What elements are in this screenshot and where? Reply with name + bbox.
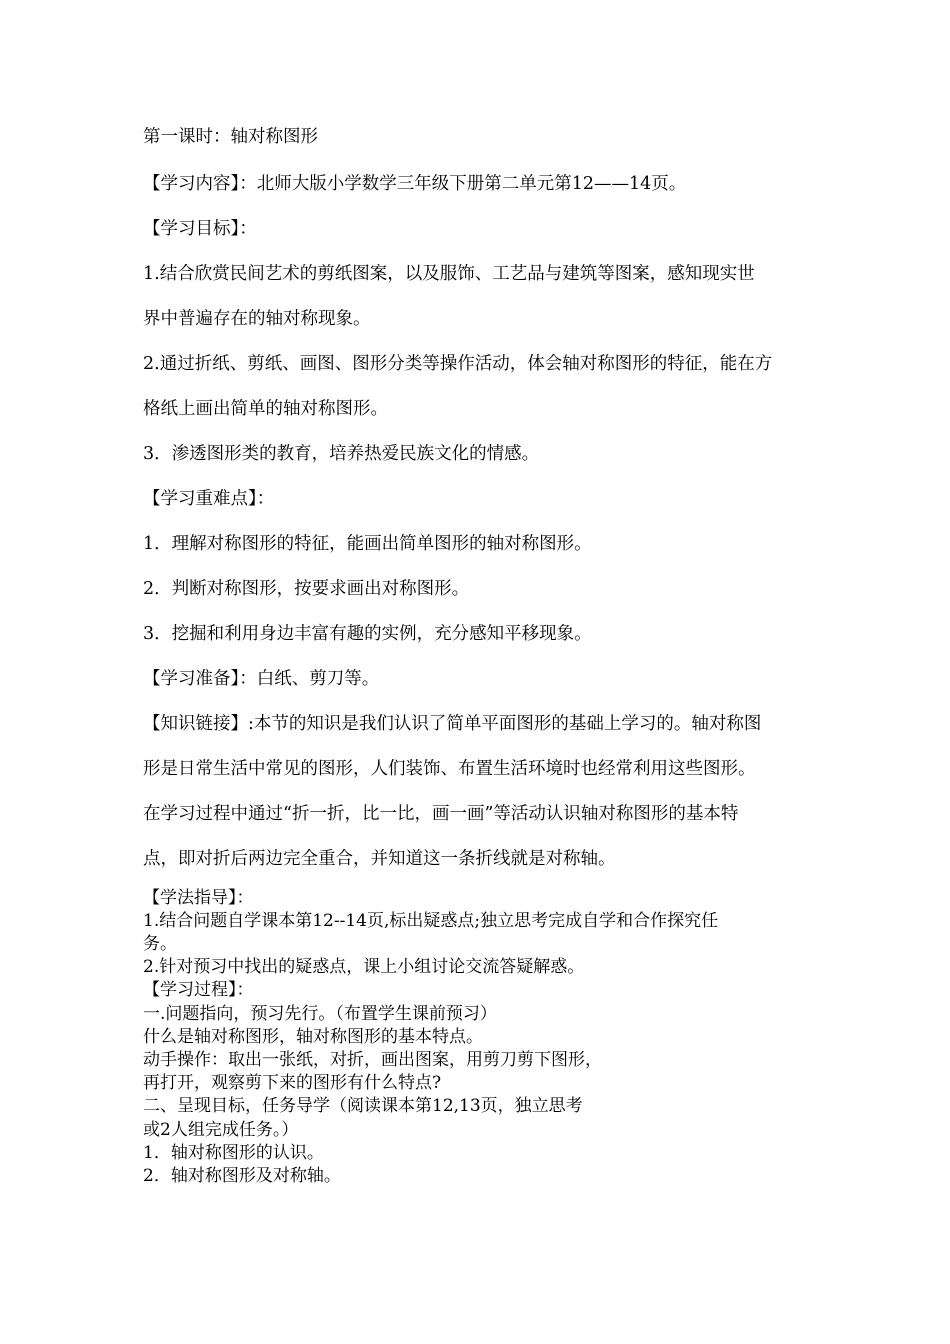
goal-2-line-2: 格纸上画出简单的轴对称图形。 — [143, 399, 388, 419]
hands-on-line-1: 动手操作：取出一张纸，对折，画出图案，用剪刀剪下图形， — [143, 1050, 602, 1070]
method-1-line-2: 务。 — [143, 934, 177, 954]
preparation: 【学习准备】：白纸、剪刀等。 — [143, 669, 380, 689]
knowledge-link-line-1: 【知识链接】:本节的知识是我们认识了简单平面图形的基础上学习的。轴对称图 — [143, 714, 762, 734]
lesson-title: 第一课时：轴对称图形 — [143, 127, 318, 147]
key-point-1: 1．理解对称图形的特征，能画出简单图形的轴对称图形。 — [143, 534, 592, 554]
key-point-3: 3．挖掘和利用身边丰富有趣的实例，充分感知平移现象。 — [143, 624, 592, 644]
hands-on-line-2: 再打开，观察剪下来的图形有什么特点? — [143, 1073, 442, 1093]
learning-content: 【学习内容】：北师大版小学数学三年级下册第二单元第12——14页。 — [143, 174, 687, 194]
process-step-1: 一.问题指向，预习先行。（布置学生课前预习） — [143, 1004, 497, 1024]
method-2: 2.针对预习中找出的疑惑点，课上小组讨论交流答疑解惑。 — [143, 957, 585, 977]
goal-1-line-2: 界中普遍存在的轴对称现象。 — [143, 309, 371, 329]
method-heading: 【学法指导】： — [143, 888, 254, 908]
goal-3: 3．渗透图形类的教育，培养热爱民族文化的情感。 — [143, 444, 540, 464]
process-heading: 【学习过程】： — [143, 980, 254, 1000]
process-step-2-line-1: 二、呈现目标，任务导学（阅读课本第12,13页，独立思考 — [143, 1096, 583, 1116]
process-question: 什么是轴对称图形，轴对称图形的基本特点。 — [143, 1027, 483, 1047]
key-point-2: 2．判断对称图形，按要求画出对称图形。 — [143, 579, 470, 599]
task-2: 2．轴对称图形及对称轴。 — [143, 1166, 341, 1186]
learning-goals-heading: 【学习目标】： — [143, 219, 257, 239]
process-step-2-line-2: 或2人组完成任务。） — [143, 1120, 299, 1140]
goal-1-line-1: 1.结合欣赏民间艺术的剪纸图案，以及服饰、工艺品与建筑等图案，感知现实世 — [143, 264, 755, 284]
knowledge-link-line-2: 形是日常生活中常见的图形，人们装饰、布置生活环境时也经常利用这些图形。 — [143, 759, 756, 779]
knowledge-link-line-4: 点，即对折后两边完全重合，并知道这一条折线就是对称轴。 — [143, 849, 616, 869]
key-points-heading: 【学习重难点】： — [143, 489, 275, 509]
task-1: 1．轴对称图形的认识。 — [143, 1143, 324, 1163]
method-1-line-1: 1.结合问题自学课本第12--14页,标出疑惑点;独立思考完成自学和合作探究任 — [143, 911, 719, 931]
knowledge-link-line-3: 在学习过程中通过“折一折，比一比，画一画”等活动认识轴对称图形的基本特 — [143, 804, 739, 824]
goal-2-line-1: 2.通过折纸、剪纸、画图、图形分类等操作活动，体会轴对称图形的特征，能在方 — [143, 354, 773, 374]
